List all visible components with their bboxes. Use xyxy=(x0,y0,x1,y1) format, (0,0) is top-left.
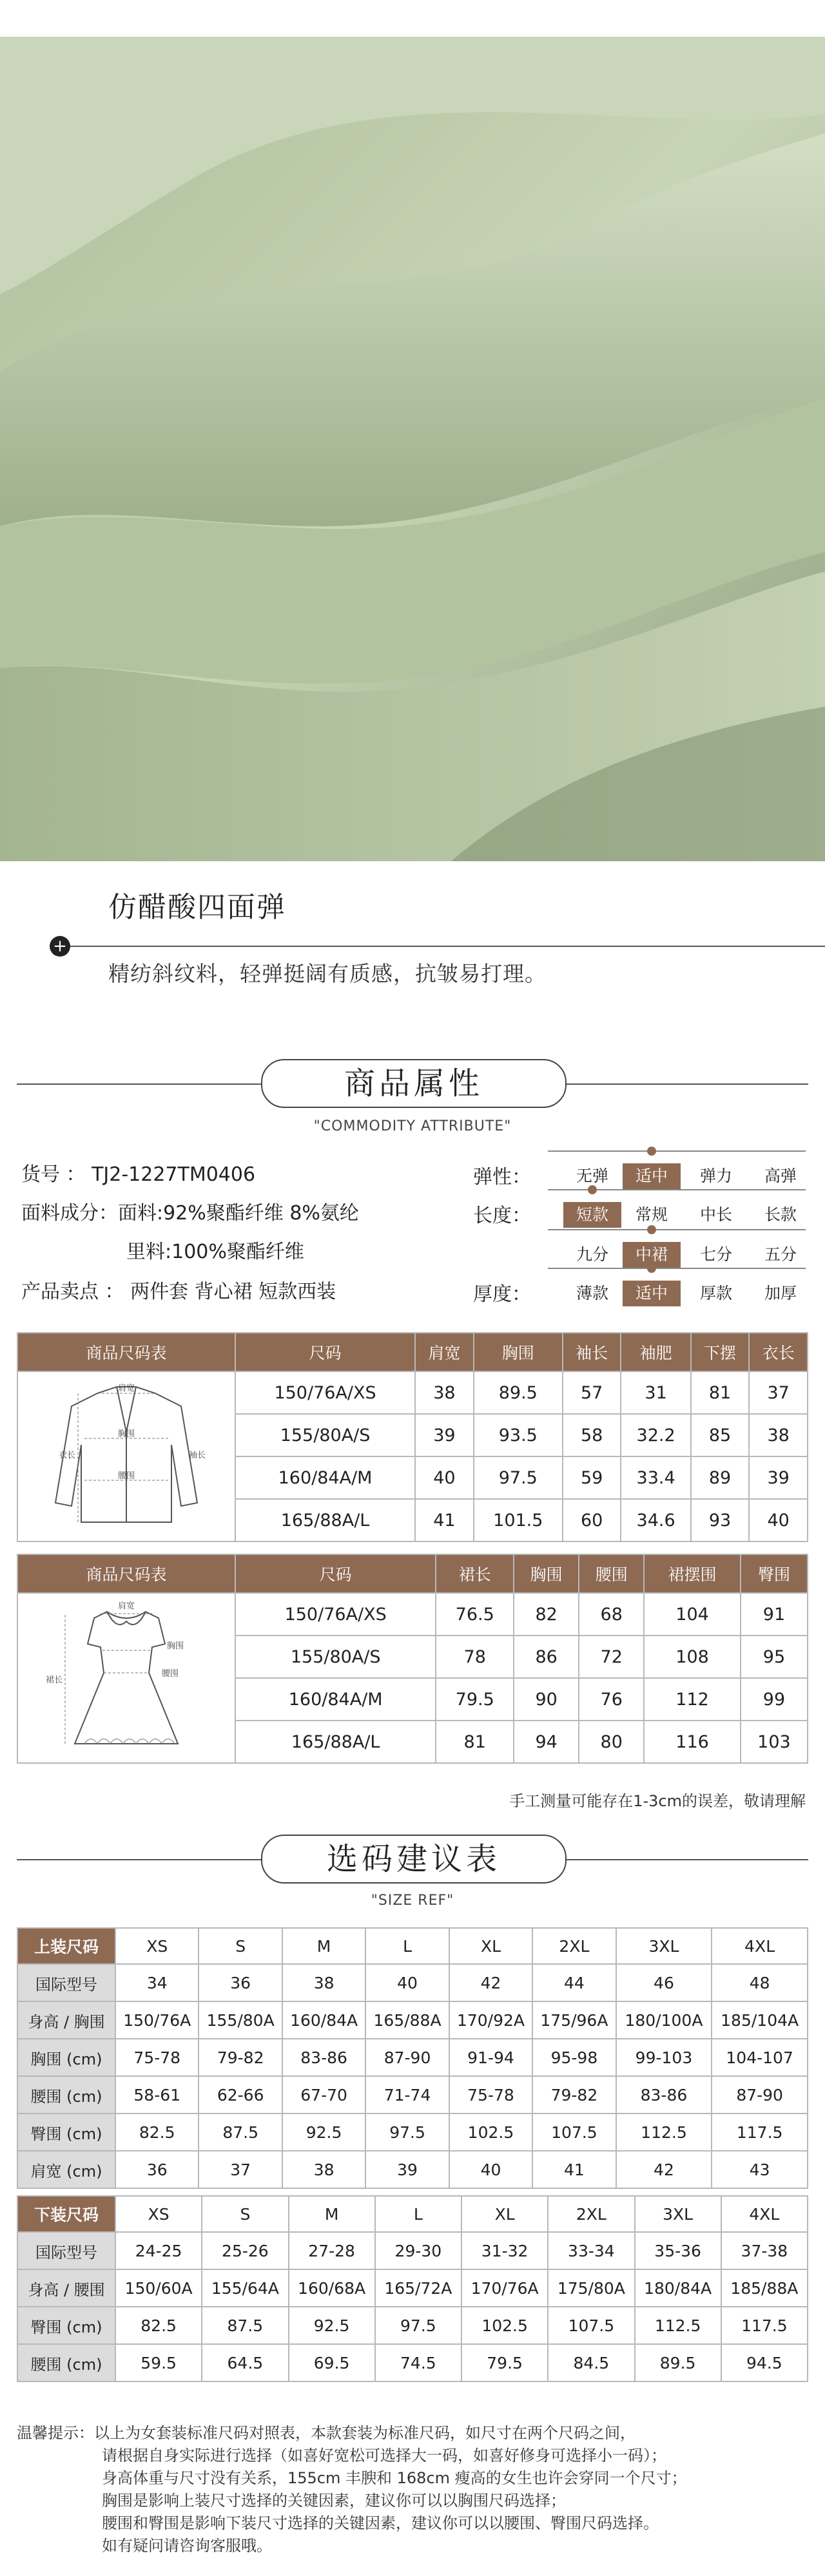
column-header: 裙摆围 xyxy=(644,1554,741,1593)
tip-line: 身高体重与尺寸没有关系，155cm 丰腴和 168cm 瘦高的女生也许会穿同一个尺寸； xyxy=(102,2469,687,2487)
table-cell: 40 xyxy=(749,1499,808,1541)
table-cell: 117.5 xyxy=(712,2113,808,2151)
table-cell: 42 xyxy=(449,1964,532,2001)
table-cell: 60 xyxy=(563,1499,621,1541)
rating-option: 常规 xyxy=(635,1205,668,1224)
table-cell: 33-34 xyxy=(548,2232,634,2269)
table-cell: 42 xyxy=(616,2151,712,2188)
dress-size-table xyxy=(17,1554,808,1764)
rating-option: 厚款 xyxy=(699,1284,732,1302)
column-header: S xyxy=(202,2196,288,2232)
svg-text:胸围: 胸围 xyxy=(117,1429,135,1439)
table-cell: 150/76A/XS xyxy=(235,1371,415,1414)
table-cell: 150/76A xyxy=(115,2001,199,2039)
ref-row xyxy=(17,2076,808,2113)
svg-text:腰围: 腰围 xyxy=(117,1471,135,1481)
table-cell: 75-78 xyxy=(449,2076,532,2113)
attribute-section-title: 商品属性 xyxy=(261,1059,567,1108)
column-header: 下摆 xyxy=(691,1333,750,1371)
table-cell: 175/96A xyxy=(532,2001,616,2039)
table-cell: 104 xyxy=(644,1593,741,1636)
size-ref-section-subtitle: "SIZE REF" xyxy=(371,1893,454,1909)
table-cell: 97.5 xyxy=(375,2307,461,2344)
column-header: 尺码 xyxy=(235,1554,436,1593)
table-row xyxy=(17,1593,808,1636)
column-header: 衣长 xyxy=(749,1333,808,1371)
rating-option: 九分 xyxy=(576,1245,608,1264)
table-cell: 41 xyxy=(532,2151,616,2188)
column-header: 裙长 xyxy=(436,1554,514,1593)
table-cell: 83-86 xyxy=(616,2076,712,2113)
table-cell: 185/88A xyxy=(721,2269,808,2307)
table-cell: 79.5 xyxy=(461,2344,548,2381)
table-cell: 38 xyxy=(282,2151,365,2188)
dress-figure xyxy=(20,1596,233,1757)
table-cell: 39 xyxy=(415,1414,474,1456)
table-cell: 87.5 xyxy=(199,2113,282,2151)
column-header: XS xyxy=(115,2196,202,2232)
sku: 货号 ： TJ2-1227TM0406 xyxy=(21,1163,256,1186)
table-cell: 40 xyxy=(449,2151,532,2188)
table-cell: 86 xyxy=(514,1636,579,1678)
table-cell: 40 xyxy=(415,1456,474,1499)
table-cell: 165/72A xyxy=(375,2269,461,2307)
table-cell: 67-70 xyxy=(282,2076,365,2113)
table-cell: 95 xyxy=(741,1636,808,1678)
ref-row xyxy=(17,2232,808,2269)
ref-header-row xyxy=(17,1928,808,1964)
column-header: 臀围 xyxy=(741,1554,808,1593)
column-header: 腰围 xyxy=(579,1554,644,1593)
table-cell: 107.5 xyxy=(548,2307,634,2344)
table-cell: 108 xyxy=(644,1636,741,1678)
column-header: 4XL xyxy=(721,2196,808,2232)
column-header: XS xyxy=(115,1928,199,1964)
table-cell: 93 xyxy=(691,1499,750,1541)
rating-option: 五分 xyxy=(764,1245,797,1264)
column-header: 上装尺码 xyxy=(17,1928,115,1964)
table-cell: 155/64A xyxy=(202,2269,288,2307)
table-cell: 87.5 xyxy=(202,2307,288,2344)
row-label: 国际型号 xyxy=(17,1964,115,2001)
table-cell: 59 xyxy=(563,1456,621,1499)
row-label: 腰围 (cm) xyxy=(17,2076,115,2113)
row-label: 胸围 (cm) xyxy=(17,2039,115,2076)
table-cell: 99-103 xyxy=(616,2039,712,2076)
rating-marker xyxy=(647,1147,656,1156)
table-cell: 180/84A xyxy=(635,2269,721,2307)
table-cell: 89.5 xyxy=(635,2344,721,2381)
table-cell: 43 xyxy=(712,2151,808,2188)
rating-option: 无弹 xyxy=(576,1167,608,1185)
table-cell: 78 xyxy=(436,1636,514,1678)
lining-composition: 里料:100%聚酯纤维 xyxy=(126,1241,304,1263)
table-cell: 92.5 xyxy=(289,2307,375,2344)
rating-option: 短款 xyxy=(563,1202,621,1228)
table-cell: 76.5 xyxy=(436,1593,514,1636)
fabric-title: 仿醋酸四面弹 xyxy=(108,891,286,924)
plus-icon: + xyxy=(50,936,70,957)
table-cell: 82.5 xyxy=(115,2307,202,2344)
table-cell: 41 xyxy=(415,1499,474,1541)
svg-text:裙长: 裙长 xyxy=(46,1675,63,1685)
fabric-composition: 面料成分：面料:92%聚酯纤维 8%氨纶 xyxy=(21,1202,359,1225)
table-cell: 74.5 xyxy=(375,2344,461,2381)
table-cell: 95-98 xyxy=(532,2039,616,2076)
tip-line: 请根据自身实际进行选择（如喜好宽松可选择大一码，如喜好修身可选择小一码）； xyxy=(102,2447,666,2465)
table-cell: 40 xyxy=(365,1964,449,2001)
rating-line xyxy=(548,1268,806,1269)
tip-line: 温馨提示：以上为女套装标准尺码对照表，本款套装为标准尺码，如尺寸在两个尺码之间， xyxy=(17,2424,636,2442)
rating-label: 长度： xyxy=(473,1205,531,1227)
table-cell: 165/88A/L xyxy=(235,1499,415,1541)
rating-line xyxy=(548,1189,806,1190)
table-cell: 80 xyxy=(579,1721,644,1763)
column-header: 3XL xyxy=(635,2196,721,2232)
column-header: XL xyxy=(461,2196,548,2232)
svg-text:腰围: 腰围 xyxy=(162,1668,179,1679)
table-cell: 48 xyxy=(712,1964,808,2001)
attribute-section-subtitle: "COMMODITY ATTRIBUTE" xyxy=(313,1118,512,1134)
table-cell: 180/100A xyxy=(616,2001,712,2039)
table-cell: 94.5 xyxy=(721,2344,808,2381)
table-cell: 160/68A xyxy=(289,2269,375,2307)
table-cell: 81 xyxy=(691,1371,750,1414)
table-cell: 112.5 xyxy=(635,2307,721,2344)
table-header-row xyxy=(17,1554,808,1593)
table-cell: 79.5 xyxy=(436,1678,514,1721)
table-cell: 155/80A/S xyxy=(235,1414,415,1456)
ref-row xyxy=(17,2039,808,2076)
table-cell: 93.5 xyxy=(474,1414,563,1456)
rating-marker xyxy=(647,1264,656,1273)
table-cell: 58-61 xyxy=(115,2076,199,2113)
size-figure-cell xyxy=(17,1593,235,1763)
ref-row xyxy=(17,1964,808,2001)
ref-header-row xyxy=(17,2196,808,2232)
column-header: XL xyxy=(449,1928,532,1964)
rating-option: 适中 xyxy=(623,1163,681,1189)
column-header: 4XL xyxy=(712,1928,808,1964)
rating-option: 中长 xyxy=(699,1205,732,1224)
table-cell: 104-107 xyxy=(712,2039,808,2076)
table-caption: 商品尺码表 xyxy=(17,1554,235,1593)
column-header: 2XL xyxy=(532,1928,616,1964)
column-header: L xyxy=(375,2196,461,2232)
column-header: L xyxy=(365,1928,449,1964)
table-cell: 24-25 xyxy=(115,2232,202,2269)
fabric-photo xyxy=(0,37,825,861)
table-cell: 76 xyxy=(579,1678,644,1721)
rating-line xyxy=(548,1150,806,1152)
rating-option: 适中 xyxy=(623,1281,681,1306)
ref-row xyxy=(17,2113,808,2151)
table-cell: 37-38 xyxy=(721,2232,808,2269)
table-cell: 82.5 xyxy=(115,2113,199,2151)
svg-text:胸围: 胸围 xyxy=(167,1641,184,1651)
table-cell: 87-90 xyxy=(712,2076,808,2113)
table-cell: 38 xyxy=(282,1964,365,2001)
table-cell: 84.5 xyxy=(548,2344,634,2381)
jacket-figure xyxy=(20,1374,233,1535)
column-header: S xyxy=(199,1928,282,1964)
table-cell: 89 xyxy=(691,1456,750,1499)
svg-text:肩宽: 肩宽 xyxy=(117,1601,135,1611)
rating-option: 中裙 xyxy=(623,1242,681,1268)
row-label: 肩宽 (cm) xyxy=(17,2151,115,2188)
table-cell: 79-82 xyxy=(199,2039,282,2076)
table-cell: 101.5 xyxy=(474,1499,563,1541)
table-cell: 36 xyxy=(115,2151,199,2188)
table-cell: 165/88A/L xyxy=(235,1721,436,1763)
table-cell: 97.5 xyxy=(365,2113,449,2151)
table-cell: 89.5 xyxy=(474,1371,563,1414)
table-cell: 97.5 xyxy=(474,1456,563,1499)
table-cell: 90 xyxy=(514,1678,579,1721)
table-cell: 69.5 xyxy=(289,2344,375,2381)
table-cell: 72 xyxy=(579,1636,644,1678)
rating-option: 长款 xyxy=(764,1205,797,1224)
table-cell: 34.6 xyxy=(621,1499,690,1541)
table-cell: 32.2 xyxy=(621,1414,690,1456)
column-header: 胸围 xyxy=(474,1333,563,1371)
table-header-row xyxy=(17,1333,808,1371)
table-cell: 185/104A xyxy=(712,2001,808,2039)
table-cell: 155/80A/S xyxy=(235,1636,436,1678)
table-cell: 150/76A/XS xyxy=(235,1593,436,1636)
table-cell: 112 xyxy=(644,1678,741,1721)
table-cell: 37 xyxy=(749,1371,808,1414)
table-cell: 58 xyxy=(563,1414,621,1456)
table-cell: 25-26 xyxy=(202,2232,288,2269)
table-cell: 160/84A xyxy=(282,2001,365,2039)
table-cell: 170/92A xyxy=(449,2001,532,2039)
column-header: M xyxy=(282,1928,365,1964)
table-cell: 102.5 xyxy=(449,2113,532,2151)
tip-line: 胸围是影响上装尺寸选择的关键因素，建议你可以以胸围尺码选择； xyxy=(102,2492,566,2510)
tips xyxy=(17,2422,687,2557)
rating-label: 弹性： xyxy=(473,1166,531,1188)
table-cell: 59.5 xyxy=(115,2344,202,2381)
tip-line: 腰围和臀围是影响下装尺寸选择的关键因素，建议你可以以腰围、臀围尺码选择。 xyxy=(102,2514,659,2532)
table-cell: 165/88A xyxy=(365,2001,449,2039)
rating-option: 高弹 xyxy=(764,1167,797,1185)
top-size-ref-table xyxy=(17,1927,808,2189)
divider xyxy=(59,946,825,947)
table-cell: 62-66 xyxy=(199,2076,282,2113)
rating-option: 薄款 xyxy=(576,1284,608,1302)
table-cell: 81 xyxy=(436,1721,514,1763)
ref-row xyxy=(17,2001,808,2039)
table-row xyxy=(17,1371,808,1414)
table-cell: 68 xyxy=(579,1593,644,1636)
table-cell: 87-90 xyxy=(365,2039,449,2076)
table-cell: 150/60A xyxy=(115,2269,202,2307)
column-header: 肩宽 xyxy=(415,1333,474,1371)
row-label: 臀围 (cm) xyxy=(17,2113,115,2151)
column-header: 袖肥 xyxy=(621,1333,690,1371)
table-cell: 175/80A xyxy=(548,2269,634,2307)
table-cell: 38 xyxy=(415,1371,474,1414)
table-cell: 99 xyxy=(741,1678,808,1721)
table-cell: 44 xyxy=(532,1964,616,2001)
table-cell: 34 xyxy=(115,1964,199,2001)
fabric-description: 精纺斜纹料，轻弹挺阔有质感，抗皱易打理。 xyxy=(108,961,547,986)
rating-option: 弹力 xyxy=(699,1167,732,1185)
selling-points: 产品卖点 ： 两件套 背心裙 短款西装 xyxy=(21,1281,336,1303)
table-cell: 64.5 xyxy=(202,2344,288,2381)
table-cell: 160/84A/M xyxy=(235,1678,436,1721)
table-cell: 116 xyxy=(644,1721,741,1763)
size-figure-cell xyxy=(17,1371,235,1541)
table-cell: 83-86 xyxy=(282,2039,365,2076)
table-cell: 46 xyxy=(616,1964,712,2001)
table-cell: 35-36 xyxy=(635,2232,721,2269)
rating-marker xyxy=(588,1185,597,1194)
row-label: 身高 / 腰围 xyxy=(17,2269,115,2307)
rating-marker xyxy=(647,1225,656,1234)
table-cell: 102.5 xyxy=(461,2307,548,2344)
ref-row xyxy=(17,2344,808,2381)
column-header: 下装尺码 xyxy=(17,2196,115,2232)
svg-text:袖长: 袖长 xyxy=(189,1450,206,1460)
table-cell: 82 xyxy=(514,1593,579,1636)
table-cell: 91-94 xyxy=(449,2039,532,2076)
bottom-size-ref-table xyxy=(17,2195,808,2382)
tip-line: 如有疑问请咨询客服哦。 xyxy=(102,2537,272,2555)
table-cell: 85 xyxy=(691,1414,750,1456)
rating-option: 加厚 xyxy=(764,1284,797,1302)
table-cell: 170/76A xyxy=(461,2269,548,2307)
row-label: 国际型号 xyxy=(17,2232,115,2269)
table-cell: 117.5 xyxy=(721,2307,808,2344)
table-cell: 39 xyxy=(365,2151,449,2188)
table-cell: 79-82 xyxy=(532,2076,616,2113)
row-label: 腰围 (cm) xyxy=(17,2344,115,2381)
measure-note: 手工测量可能存在1-3cm的误差，敬请理解 xyxy=(509,1792,806,1810)
table-cell: 71-74 xyxy=(365,2076,449,2113)
table-cell: 33.4 xyxy=(621,1456,690,1499)
table-cell: 36 xyxy=(199,1964,282,2001)
table-cell: 91 xyxy=(741,1593,808,1636)
table-cell: 39 xyxy=(749,1456,808,1499)
table-caption: 商品尺码表 xyxy=(17,1333,235,1371)
svg-text:衣长: 衣长 xyxy=(59,1450,76,1460)
ref-row xyxy=(17,2269,808,2307)
row-label: 臀围 (cm) xyxy=(17,2307,115,2344)
table-cell: 37 xyxy=(199,2151,282,2188)
rating-line xyxy=(548,1229,806,1230)
table-cell: 29-30 xyxy=(375,2232,461,2269)
ref-row xyxy=(17,2151,808,2188)
table-cell: 31 xyxy=(621,1371,690,1414)
table-cell: 94 xyxy=(514,1721,579,1763)
table-cell: 38 xyxy=(749,1414,808,1456)
column-header: M xyxy=(289,2196,375,2232)
table-cell: 75-78 xyxy=(115,2039,199,2076)
ref-row xyxy=(17,2307,808,2344)
table-cell: 92.5 xyxy=(282,2113,365,2151)
column-header: 袖长 xyxy=(563,1333,621,1371)
row-label: 身高 / 胸围 xyxy=(17,2001,115,2039)
column-header: 3XL xyxy=(616,1928,712,1964)
svg-text:肩宽: 肩宽 xyxy=(117,1383,135,1393)
table-cell: 112.5 xyxy=(616,2113,712,2151)
size-ref-section-title: 选码建议表 xyxy=(261,1835,567,1884)
column-header: 尺码 xyxy=(235,1333,415,1371)
column-header: 2XL xyxy=(548,2196,634,2232)
table-cell: 27-28 xyxy=(289,2232,375,2269)
column-header: 胸围 xyxy=(514,1554,579,1593)
jacket-size-table xyxy=(17,1332,808,1542)
table-cell: 57 xyxy=(563,1371,621,1414)
table-cell: 155/80A xyxy=(199,2001,282,2039)
rating-option: 七分 xyxy=(699,1245,732,1264)
rating-label: 厚度： xyxy=(473,1283,531,1306)
table-cell: 107.5 xyxy=(532,2113,616,2151)
table-cell: 160/84A/M xyxy=(235,1456,415,1499)
table-cell: 31-32 xyxy=(461,2232,548,2269)
table-cell: 103 xyxy=(741,1721,808,1763)
